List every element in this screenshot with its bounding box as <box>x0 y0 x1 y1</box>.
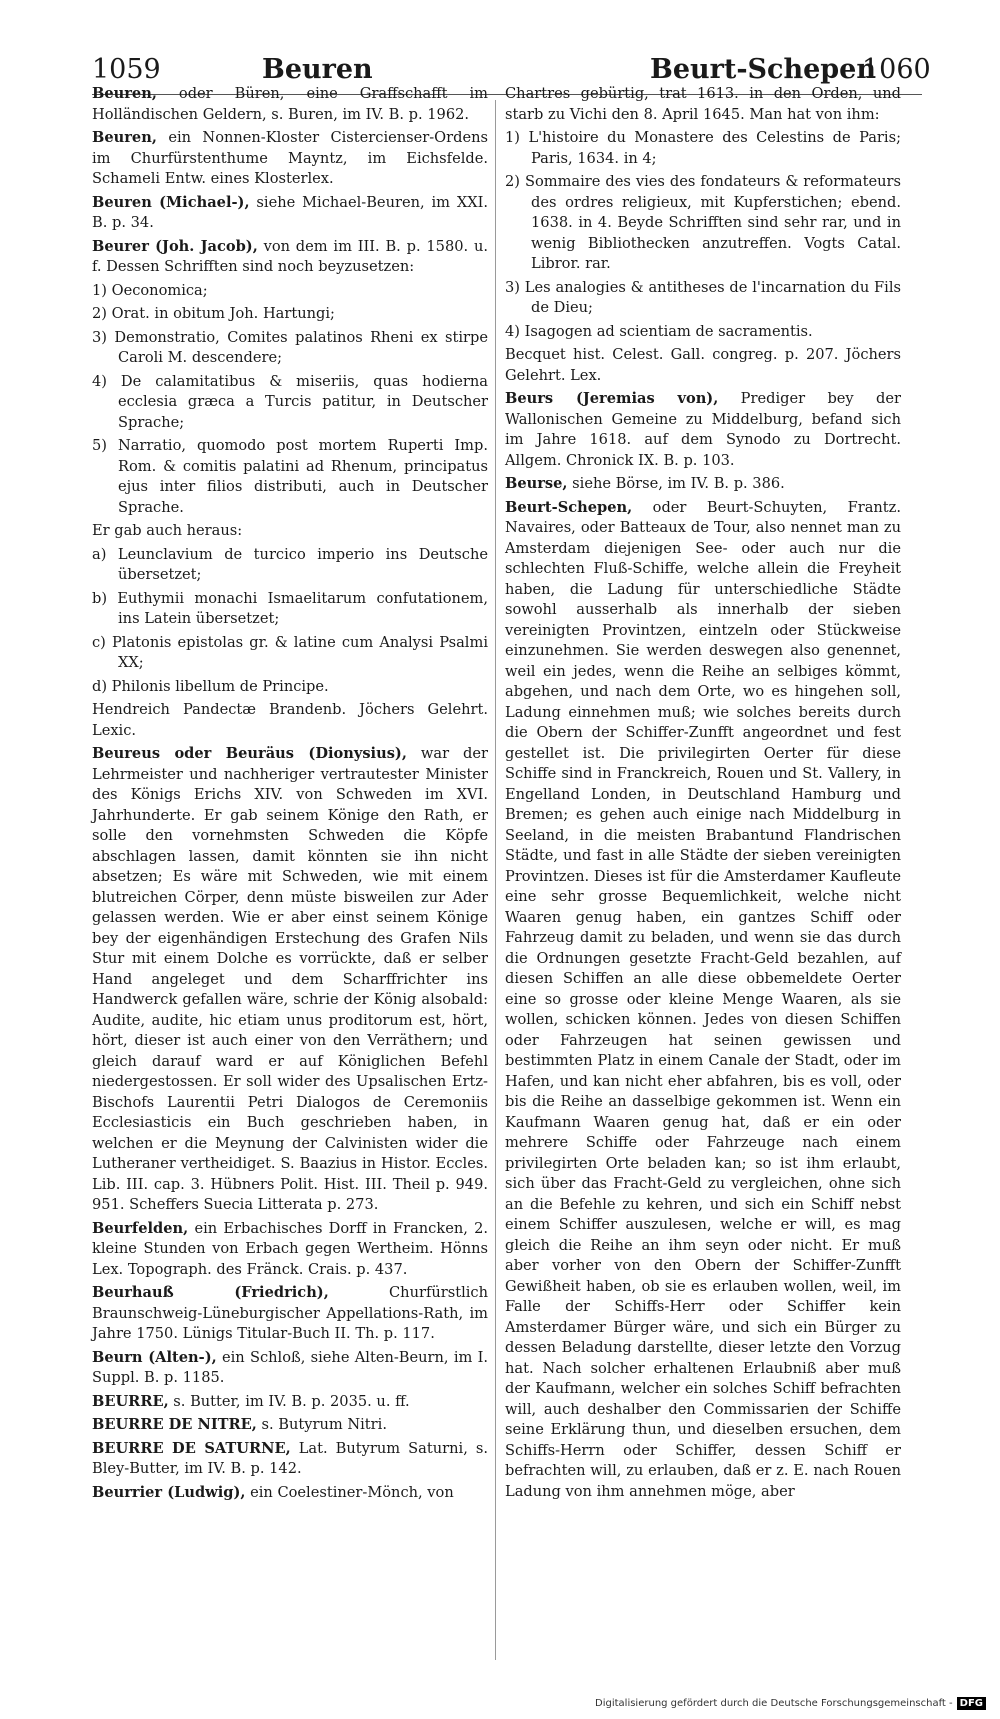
entry-headword: Beurt-Schepen, <box>505 498 633 516</box>
entry-text: 1) L'histoire du Monastere des Celestins de Paris; Paris, 1634. in 4; <box>505 129 901 167</box>
entry-text: ein Erbachisches Dorff in Francken, 2. kleine Stunden von Erbach gegen Wertheim. Hönns Lex. Topograph. des Fränck. Crais. p. 437. <box>92 1219 489 1278</box>
entry-text: Prediger bey der Wallonischen Gemeine zu Middelburg, befand sich im Jahre 1618. auf dem Synodo zu Dortrecht. Allgem. Chronick IX. B. p. 103. <box>505 390 901 469</box>
list-item <box>92 436 488 518</box>
entry-text: ein Nonnen-Kloster Cistercienser-Ordens im Churfürstenthume Mayntz, im Eichsfelde. Schameli Entw. eines Klosterlex. <box>92 129 488 187</box>
list-item <box>92 304 488 325</box>
text-paragraph <box>92 700 488 741</box>
entry-headword: Beurfelden, <box>92 1219 189 1237</box>
entry-headword: Beurn (Alten-), <box>92 1348 217 1366</box>
entry-text: 2) Sommaire des vies des fondateurs & reformateurs des ordres religieux, mit Kupferstichen; ebend. 1638. in 4. Beyde Schrifften sind sehr rar, und in wenig Bibliothecken anzutreffen. Vogts Catal. Libror. rar. <box>505 173 901 272</box>
entry-text: a) Leunclavium de turcico imperio ins Deutsche übersetzet; <box>92 545 488 583</box>
entry-headword: BEURRE, <box>92 1392 169 1410</box>
list-item <box>92 328 488 369</box>
text-paragraph <box>505 84 901 125</box>
lexicon-entry <box>92 1219 488 1281</box>
entry-text: Becquet hist. Celest. Gall. congreg. p. 207. Jöchers Gelehrt. Lex. <box>505 346 901 384</box>
list-item <box>92 372 488 434</box>
running-head-right: Beurt-Schepen <box>650 54 876 85</box>
lexicon-entry <box>92 1415 488 1436</box>
entry-text: c) Platonis epistolas gr. & latine cum Analysi Psalmi XX; <box>92 633 488 671</box>
lexicon-entry <box>92 237 488 278</box>
entry-text: 3) Les analogies & antitheses de l'incarnation du Fils de Dieu; <box>505 278 901 316</box>
entry-text: oder Büren, eine Graffschafft im Holländischen Geldern, s. Buren, im IV. B. p. 1962. <box>92 85 488 123</box>
entry-headword: BEURRE DE NITRE, <box>92 1416 257 1433</box>
entry-headword: Beuren (Michael-), <box>92 193 250 211</box>
entry-text: siehe Börse, im IV. B. p. 386. <box>572 475 785 492</box>
list-item <box>505 322 901 343</box>
entry-text: von dem im III. B. p. 1580. u. f. Dessen Schrifften sind noch beyzusetzen: <box>92 237 488 275</box>
column-divider <box>495 100 496 1660</box>
page-number-right: 1060 <box>862 54 931 85</box>
entry-text: b) Euthymii monachi Ismaelitarum confutationem, ins Latein übersetzet; <box>92 589 488 627</box>
list-item <box>505 172 901 275</box>
entry-text: oder Beurt-Schuyten, Frantz. Navaires, oder Batteaux de Tour, also nennet man zu Amsterdam diejenigen See- oder auch nur die schlechten Fluß-Schiffe, welche allein die Freyheit haben, die Ladung für unterschiedliche Städte sowohl ausserhalb als innerhalb der sieben vereinigten Provintzen, eintzeln oder Stückweise einzunehmen. Sie werden deswegen also genennet, weil ein jedes, wenn die Reihe an selbiges kömmt, abgehen, und nach dem Orte, wo es hingehen soll, Ladung einnehmen muß; wie solches bereits durch die Obern der Schiffer-Zunfft angeordnet und fest gestellet ist. Die privilegirten Oerter für diese Schiffe sind in Franckreich, Rouen und St. Vallery, in Engelland Londen, in Deutschland Hamburg und Bremen; es gehen auch einige nach Middelburg in Seeland, in die meisten Brabantund Flandrischen Städte, und fast in alle Städte der sieben vereinigten Provintzen. Dieses ist für die Amsterdamer Kaufleute eine sehr grosse Bequemlichkeit, welche nicht Waaren genug haben, ein gantzes Schiff oder Fahrzeug damit zu beladen, und wenn sie das durch die Ordnungen gesetzte Fracht-Geld bezahlen, auf diesen Schiffen an alle diese obbemeldete Oerter eine so grosse oder kleine Menge Waaren, als sie wollen, schicken können. Jedes von diesen Schiffen oder Fahrzeugen hat seinen gewissen und bestimmten Platz in einem Canale der Stadt, oder im Hafen, und kan nicht eher abfahren, bis es voll, oder bis die Reihe an dasselbige gekommen ist. Wenn ein Kaufmann Waaren genug hat, daß er ein oder mehrere Schiffe oder Fahrzeuge nach einem privilegirten Orte beladen kan; so ist ihm erlaubt, sich über das Fracht-Geld zu vergleichen, ohne sich an die Befehle zu kehren, und sich ein Schiff nebst einem Schiffer auszulesen, welche er will, es mag gleich die Reihe an ihm seyn oder nicht. Er muß aber vorher von den Obern der Schiffer-Zunfft Gewißheit haben, ob sie es erlauben wollen, weil, im Falle der Schiffs-Herr oder Schiffer kein Amsterdamer Bürger wäre, und sich ein Bürger zu dessen Beladung darstellte, dieser letzte den Vorzug hat. Nach solcher erhaltenen Erlaubniß aber muß der Kaufmann, welcher ein solches Schiff befrachten will, auch deshalber den Commissarien der Schiffe seine Erklärung thun, und dieselben ersuchen, dem Schiffs-Herrn oder Schiffer, dessen Schiff er befrachten will, zu erlauben, daß er z. E. nach Rouen Ladung von ihm annehmen möge, aber <box>505 498 901 1500</box>
text-paragraph <box>92 521 488 542</box>
entry-headword: Beureus oder Beuräus (Dionysius), <box>92 745 407 762</box>
text-paragraph <box>505 345 901 386</box>
lexicon-entry <box>92 1283 488 1345</box>
entry-headword: BEURRE DE SATURNE, <box>92 1439 291 1457</box>
list-item <box>92 545 488 586</box>
footer-credit: Digitalisierung gefördert durch die Deutsche Forschungsgemeinschaft - <box>595 1698 953 1709</box>
entry-text: 4) De calamitatibus & miseriis, quas hodierna ecclesia græca a Turcis patitur, in Deutscher Sprache; <box>92 372 488 431</box>
lexicon-entry <box>92 1483 488 1504</box>
entry-headword: Beuren, <box>92 85 157 102</box>
list-item <box>505 278 901 319</box>
page-footer <box>595 1697 986 1710</box>
entry-text: Hendreich Pandectæ Brandenb. Jöchers Gelehrt. Lexic. <box>92 701 488 739</box>
entry-text: ein Schloß, siehe Alten-Beurn, im I. Suppl. B. p. 1185. <box>92 1348 489 1386</box>
entry-headword: Beuren, <box>92 129 157 146</box>
entry-headword: Beurse, <box>505 475 568 492</box>
list-item <box>505 128 901 169</box>
entry-text: 5) Narratio, quomodo post mortem Ruperti Imp. Rom. & comitis palatini ad Rhenum, principatus ejus inter filios distributi, auch in Deutscher Sprache. <box>92 437 488 516</box>
right-column <box>505 84 901 1505</box>
lexicon-entry <box>92 193 488 234</box>
entry-headword: Beurrier (Ludwig), <box>92 1483 246 1501</box>
entry-text: 3) Demonstratio, Comites palatinos Rheni ex stirpe Caroli M. descendere; <box>92 328 488 366</box>
lexicon-entry <box>92 1348 488 1389</box>
lexicon-entry <box>505 389 901 471</box>
entry-headword: Beurhauß (Friedrich), <box>92 1284 329 1301</box>
entry-text: s. Butyrum Nitri. <box>261 1416 387 1433</box>
lexicon-entry <box>505 498 901 1503</box>
entry-text: war der Lehrmeister und nachheriger vertrautester Minister des Königs Erichs XIV. von Schweden im XVI. Jahrhunderte. Er gab seinem Könige den Rath, er solle den vornehmsten Schweden die Köpfe abschlagen lassen, damit könnten sie ihn nicht absetzen; Es wäre mit Schweden, wie mit einem blutreichen Cörper, denn müste bisweilen zur Ader gelassen werden. Wie er aber einst seinem Könige bey der eigenhändigen Erstechung des Grafen Nils Stur mit einem Dolche es vorrückte, daß er selber Hand angeleget und dem Scharffrichter ins Handwerck gefallen wäre, schrie der König alsobald: Audite, audite, hic etiam unus proditorum est, hört, hört, dieser ist auch einer von den Verräthern; und gleich darauf ward er auf Königlichen Befehl niedergestossen. Er soll wider des Upsalischen Ertz-Bischofs Laurentii Petri Dialogos de Ceremoniis Ecclesiasticis ein Buch geschrieben haben, in welchen er die Meynung der Calvinisten wider die Lutheraner vertheidiget. S. Baazius in Histor. Eccles. Lib. III. cap. 3. Hübners Polit. Hist. III. Theil p. 949. 951. Scheffers Suecia Litterata p. 273. <box>92 745 489 1213</box>
list-item <box>92 677 488 698</box>
lexicon-entry <box>505 474 901 495</box>
lexicon-entry <box>92 84 488 125</box>
entry-text: s. Butter, im IV. B. p. 2035. u. ff. <box>173 1392 410 1410</box>
entry-text: Lat. Butyrum Saturni, s. Bley-Butter, im IV. B. p. 142. <box>92 1439 489 1477</box>
dfg-logo: DFG <box>957 1697 986 1710</box>
lexicon-entry <box>92 1439 488 1480</box>
entry-headword: Beurer (Joh. Jacob), <box>92 237 258 255</box>
running-head-left: Beuren <box>262 54 373 85</box>
list-item <box>92 281 488 302</box>
entry-text: Er gab auch heraus: <box>92 522 243 539</box>
entry-text: siehe Michael-Beuren, im XXI. B. p. 34. <box>92 193 489 231</box>
lexicon-entry <box>92 1392 488 1413</box>
left-column <box>92 84 488 1506</box>
entry-text: Chartres gebürtig, trat 1613. in den Orden, und starb zu Vichi den 8. April 1645. Man hat von ihm: <box>505 85 901 123</box>
entry-text: Churfürstlich Braunschweig-Lüneburgischer Appellations-Rath, im Jahre 1750. Lünigs Titular-Buch II. Th. p. 117. <box>92 1284 488 1342</box>
list-item <box>92 589 488 630</box>
list-item <box>92 633 488 674</box>
entry-text: d) Philonis libellum de Principe. <box>92 677 329 695</box>
lexicon-entry <box>92 128 488 190</box>
entry-text: 4) Isagogen ad scientiam de sacramentis. <box>505 322 813 340</box>
entry-text: 1) Oeconomica; <box>92 281 208 299</box>
entry-text: 2) Orat. in obitum Joh. Hartungi; <box>92 305 335 322</box>
entry-text: ein Coelestiner-Mönch, von <box>250 1483 454 1501</box>
entry-headword: Beurs (Jeremias von), <box>505 390 719 407</box>
page-number-left: 1059 <box>92 54 161 85</box>
lexicon-entry <box>92 744 488 1216</box>
